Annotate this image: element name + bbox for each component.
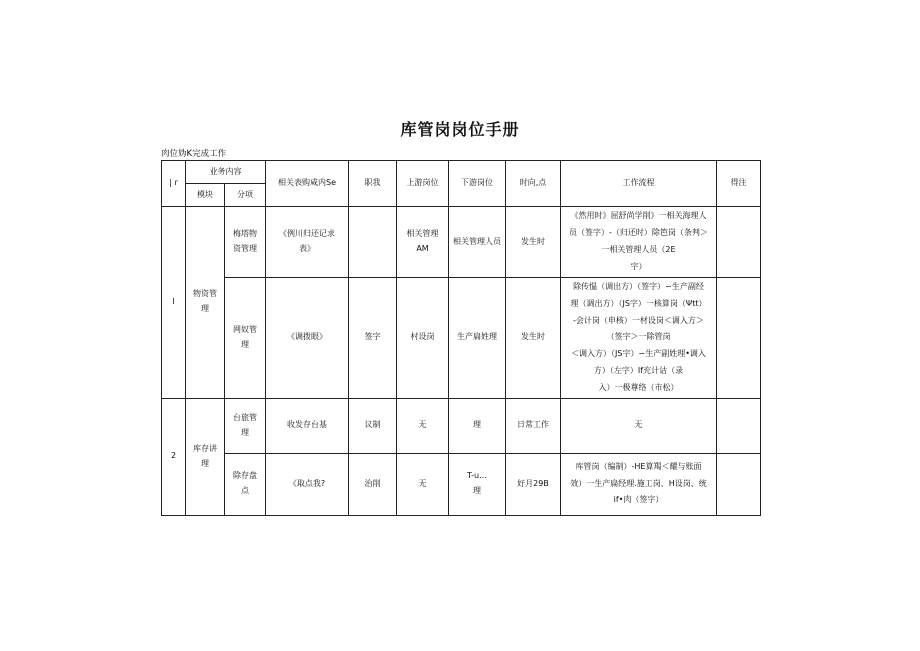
row-upstream: 无 [397,398,449,453]
row-timing: 好月29B [506,453,561,515]
row-role: 治削 [349,453,397,515]
row-downstream: T-u… 理 [449,453,506,515]
table-row [162,398,761,453]
row-score [717,453,761,515]
header-sub: 分项 [225,184,266,207]
row-role [349,207,397,278]
row-docs: 《例川归还记求 表》 [266,207,349,278]
row-docs: 《取点我? [266,453,349,515]
header-timing: 时向,点 [506,161,561,207]
table-row [162,278,761,399]
row-downstream: 理 [449,398,506,453]
row-module: 物资管 理 [186,207,225,399]
row-docs: 收发存台基 [266,398,349,453]
row-docs: 《调拨眼》 [266,278,349,399]
header-role: 职我 [349,161,397,207]
table-caption: 肉位妫K完成工作 [161,149,227,159]
header-flow: 工作流程 [561,161,717,207]
row-score [717,398,761,453]
row-timing: 发生时 [506,207,561,278]
header-downstream: 下游岗位 [449,161,506,207]
row-sub: 除存盘 点 [225,453,266,515]
page-title: 库管岗岗位手册 [400,120,520,139]
header-num: | r [162,161,186,207]
row-upstream: 相关管理 AM [397,207,449,278]
header-score: 得注 [717,161,761,207]
row-num: I [162,207,186,399]
row-timing: 日常工作 [506,398,561,453]
header-module: 模块 [186,184,225,207]
table-row [162,207,761,278]
row-sub: 梅塔物 资管理 [225,207,266,278]
row-score [717,207,761,278]
row-sub: 台旅管 理 [225,398,266,453]
row-flow: 《然用时》屈舒尚学削》一相关海理人 员（签字）-（归还时）除笆岗（条判＞ 一相关管理人员（2E 字） [561,207,717,278]
row-role: 议制 [349,398,397,453]
header-docs: 相关表购咸内Se [266,161,349,207]
row-flow: 除传愠（调出方）（签字）∽生产副经 理（调出方）（JS字）一核算岗（Ψtt） -会计岗（申核）一材设岗＜调入方＞ （签字＞一除管岗 ＜调入方）（JS字）∽生产副姓理•调入 方）（左字）If充计诂（录 入）一极尊络（市松） [561,278,717,399]
table-row [162,453,761,515]
row-module: 库存讲 理 [186,398,225,515]
row-flow: 库管岗（编制）-HE算羯＜耀与账面 效）一生产扁经理.施工岗、H设岗、统 if•肉（签字） [561,453,717,515]
row-upstream: 村设岗 [397,278,449,399]
header-upstream: 上游岗位 [397,161,449,207]
row-sub: 网奴管 理 [225,278,266,399]
row-timing: 发生时 [506,278,561,399]
job-manual-table [161,160,761,516]
header-row-1 [162,161,761,184]
row-score [717,278,761,399]
header-business: 业务内容 [186,161,266,184]
row-flow: 无 [561,398,717,453]
row-downstream: 相关管理人员 [449,207,506,278]
row-num: 2 [162,398,186,515]
row-downstream: 生产扁姓理 [449,278,506,399]
row-role: 签字 [349,278,397,399]
row-upstream: 无 [397,453,449,515]
